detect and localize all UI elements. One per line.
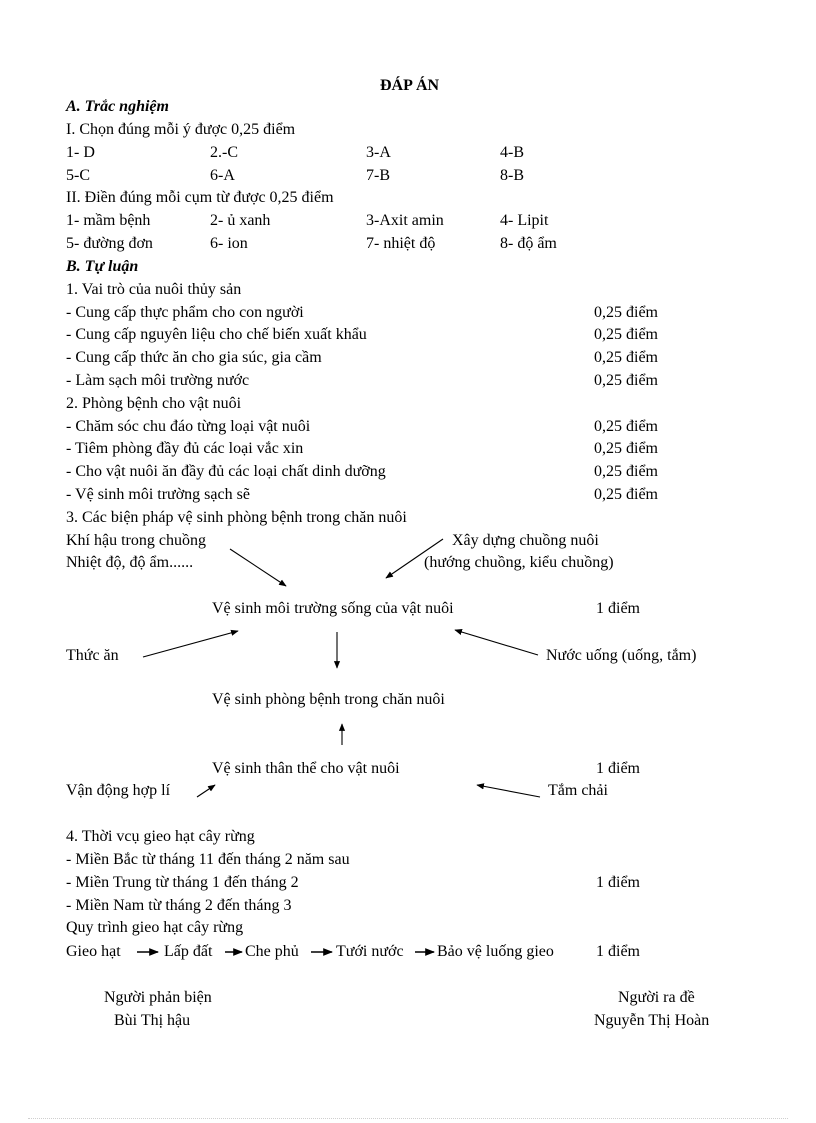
- answer-5: 5-C: [66, 167, 90, 184]
- arrow-exercise-to-body: [197, 785, 215, 797]
- q2-item-2: - Tiêm phòng đầy đủ các loại vắc xin: [66, 440, 304, 457]
- arrow-food-to-environment: [143, 631, 238, 657]
- q4-score-2: 1 điểm: [596, 943, 640, 960]
- fill-answer-4: 4- Lipit: [500, 212, 549, 229]
- diagram-environment: Vệ sinh môi trường sống của vật nuôi: [212, 600, 454, 617]
- q4-line-2: - Miền Trung từ tháng 1 đến tháng 2: [66, 874, 299, 891]
- author-name: Nguyễn Thị Hoàn: [594, 1012, 710, 1029]
- diagram-climate: Khí hậu trong chuồng: [66, 532, 206, 549]
- fill-answer-2: 2- ủ xanh: [210, 212, 271, 229]
- process-step-1: Gieo hạt: [66, 943, 121, 960]
- q1-score-3: 0,25 điểm: [594, 349, 658, 366]
- answer-7: 7-B: [366, 167, 390, 184]
- q2-heading: 2. Phòng bệnh cho vật nuôi: [66, 395, 242, 412]
- q1-item-2: - Cung cấp nguyên liệu cho chế biến xuất khẩu: [66, 326, 367, 343]
- q4-heading: 4. Thời vcụ gieo hạt cây rừng: [66, 828, 255, 845]
- diagram-exercise: Vận động hợp lí: [66, 782, 171, 799]
- section-2-heading: II. Điền đúng mỗi cụm từ được 0,25 điểm: [66, 189, 334, 206]
- answer-4: 4-B: [500, 144, 524, 161]
- part-a-heading: A. Trắc nghiệm: [66, 98, 169, 115]
- answer-6: 6-A: [210, 167, 235, 184]
- fill-answer-1: 1- mầm bệnh: [66, 212, 151, 229]
- q3-heading: 3. Các biện pháp vệ sinh phòng bệnh trong chăn nuôi: [66, 509, 407, 526]
- diagram-water: Nước uống (uống, tắm): [546, 647, 697, 664]
- fill-answer-6: 6- ion: [210, 235, 248, 252]
- q1-score-2: 0,25 điểm: [594, 326, 658, 343]
- q1-item-3: - Cung cấp thức ăn cho gia súc, gia cầm: [66, 349, 322, 366]
- part-b-heading: B. Tự luận: [66, 258, 139, 275]
- q4-process-heading: Quy trình gieo hạt cây rừng: [66, 919, 244, 936]
- diagram-body-score: 1 điểm: [596, 760, 640, 777]
- q4-line-3: - Miền Nam từ tháng 2 đến tháng 3: [66, 897, 292, 914]
- answer-2: 2.-C: [210, 144, 238, 161]
- q2-score-1: 0,25 điểm: [594, 418, 658, 435]
- diagram-food: Thức ăn: [66, 647, 119, 664]
- diagram-climate-detail: Nhiệt độ, độ ẩm......: [66, 554, 194, 571]
- reviewer-role: Người phản biện: [104, 989, 212, 1006]
- arrow-bathing-to-body: [477, 785, 540, 797]
- q1-score-4: 0,25 điểm: [594, 372, 658, 389]
- diagram-barn-detail: (hướng chuồng, kiểu chuồng): [424, 554, 614, 571]
- fill-answer-3: 3-Axit amin: [366, 212, 444, 229]
- diagram-center: Vệ sinh phòng bệnh trong chăn nuôi: [212, 691, 445, 708]
- process-step-5: Bảo vệ luống gieo: [437, 943, 554, 960]
- q1-item-1: - Cung cấp thực phẩm cho con người: [66, 304, 304, 321]
- process-step-2: Lấp đất: [164, 943, 213, 960]
- fill-answer-5: 5- đường đơn: [66, 235, 153, 252]
- author-role: Người ra đề: [618, 989, 695, 1006]
- arrow-barn-to-environment: [386, 539, 443, 578]
- q2-score-3: 0,25 điểm: [594, 463, 658, 480]
- document-title: ĐÁP ÁN: [380, 77, 440, 94]
- diagram-environment-score: 1 điểm: [596, 600, 640, 617]
- q2-item-1: - Chăm sóc chu đáo từng loại vật nuôi: [66, 418, 311, 435]
- section-1-heading: I. Chọn đúng mỗi ý được 0,25 điểm: [66, 121, 296, 138]
- answer-8: 8-B: [500, 167, 524, 184]
- fill-answer-8: 8- độ ẩm: [500, 235, 557, 252]
- diagram-bathing: Tắm chải: [548, 782, 608, 799]
- q2-item-4: - Vệ sinh môi trường sạch sẽ: [66, 486, 250, 503]
- q4-line-1: - Miền Bắc từ tháng 11 đến tháng 2 năm sau: [66, 851, 350, 868]
- q2-score-4: 0,25 điểm: [594, 486, 658, 503]
- arrow-water-to-environment: [455, 630, 538, 655]
- diagram-barn: Xây dựng chuồng nuôi: [452, 532, 599, 549]
- answer-1: 1- D: [66, 144, 95, 161]
- q2-item-3: - Cho vật nuôi ăn đầy đủ các loại chất dinh dưỡng: [66, 463, 386, 480]
- q1-heading: 1. Vai trò của nuôi thủy sản: [66, 281, 242, 298]
- process-step-4: Tưới nước: [336, 943, 404, 960]
- page-bottom-divider: [28, 1118, 788, 1119]
- q1-score-1: 0,25 điểm: [594, 304, 658, 321]
- arrow-climate-to-environment: [230, 549, 286, 586]
- q1-item-4: - Làm sạch môi trường nước: [66, 372, 250, 389]
- reviewer-name: Bùi Thị hậu: [114, 1012, 191, 1029]
- process-step-3: Che phủ: [245, 943, 299, 960]
- q2-score-2: 0,25 điểm: [594, 440, 658, 457]
- diagram-body: Vệ sinh thân thể cho vật nuôi: [212, 760, 400, 777]
- fill-answer-7: 7- nhiệt độ: [366, 235, 436, 252]
- q4-score-1: 1 điểm: [596, 874, 640, 891]
- answer-3: 3-A: [366, 144, 391, 161]
